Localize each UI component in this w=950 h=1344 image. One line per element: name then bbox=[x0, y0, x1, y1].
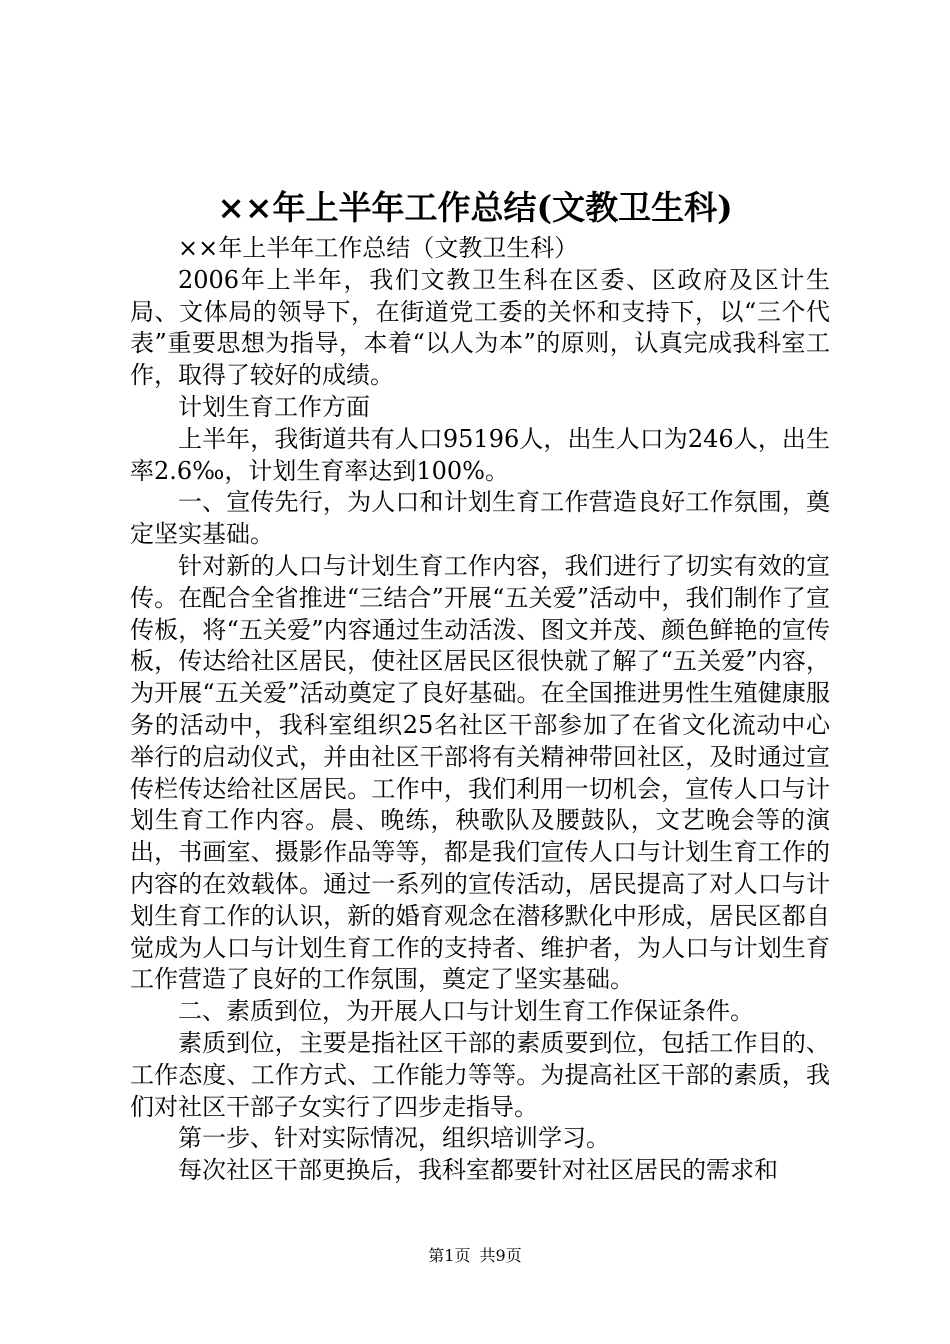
training-paragraph: 每次社区干部更换后，我科室都要针对社区居民的需求和 bbox=[178, 1156, 778, 1185]
document-title: ××年上半年工作总结(文教卫生科) bbox=[217, 188, 733, 227]
page-total: 共9页 bbox=[479, 1246, 522, 1265]
heading-quality: 二、素质到位，为开展人口与计划生育工作保证条件。 bbox=[178, 997, 754, 1026]
page-footer bbox=[0, 1244, 950, 1268]
page-number: 第1页 bbox=[428, 1246, 471, 1265]
heading-publicity: 一、宣传先行，为人口和计划生育工作营造良好工作氛围，奠定坚实基础。 bbox=[130, 488, 830, 549]
section-heading-family-planning: 计划生育工作方面 bbox=[178, 392, 370, 421]
subtitle-paragraph: ××年上半年工作总结（文教卫生科） bbox=[178, 234, 579, 262]
intro-paragraph: 2006年上半年，我们文教卫生科在区委、区政府及区计生局、文体局的领导下，在街道党工委的关怀和支持下，以“三个代表”重要思想为指导，本着“以人为本”的原则，认真完成我科室工作，取得了较好的成绩。 bbox=[130, 265, 830, 390]
step-one-heading: 第一步、针对实际情况，组织培训学习。 bbox=[178, 1124, 610, 1153]
document-body bbox=[130, 233, 830, 1187]
population-stats-paragraph: 上半年，我街道共有人口95196人，出生人口为246人，出生率2.6‰，计划生育率达到100%。 bbox=[130, 424, 830, 485]
publicity-paragraph: 针对新的人口与计划生育工作内容，我们进行了切实有效的宣传。在配合全省推进“三结合”开展“五关爱”活动中，我们制作了宣传板，将“五关爱”内容通过生动活泼、图文并茂、颜色鲜艳的宣传板，传达给社区居民，使社区居民区很快就了解了“五关爱”内容，为开展“五关爱”活动奠定了良好基础。在全国推进男性生殖健康服务的活动中，我科室组织25名社区干部参加了在省文化流动中心举行的启动仪式，并由社区干部将有关精神带回社区，及时通过宣传栏传达给社区居民。工作中，我们利用一切机会，宣传人口与计划生育工作内容。晨、晚练，秧歌队及腰鼓队，文艺晚会等的演出，书画室、摄影作品等等，都是我们宣传人口与计划生育工作的内容的在效载体。通过一系列的宣传活动，居民提高了对人口与计划生育工作的认识，新的婚育观念在潜移默化中形成，居民区都自觉成为人口与计划生育工作的支持者、维护者，为人口与计划生育工作营造了良好的工作氛围，奠定了坚实基础。 bbox=[130, 551, 830, 994]
quality-paragraph: 素质到位，主要是指社区干部的素质要到位，包括工作目的、工作态度、工作方式、工作能力等等。为提高社区干部的素质，我们对社区干部子女实行了四步走指导。 bbox=[130, 1028, 830, 1121]
